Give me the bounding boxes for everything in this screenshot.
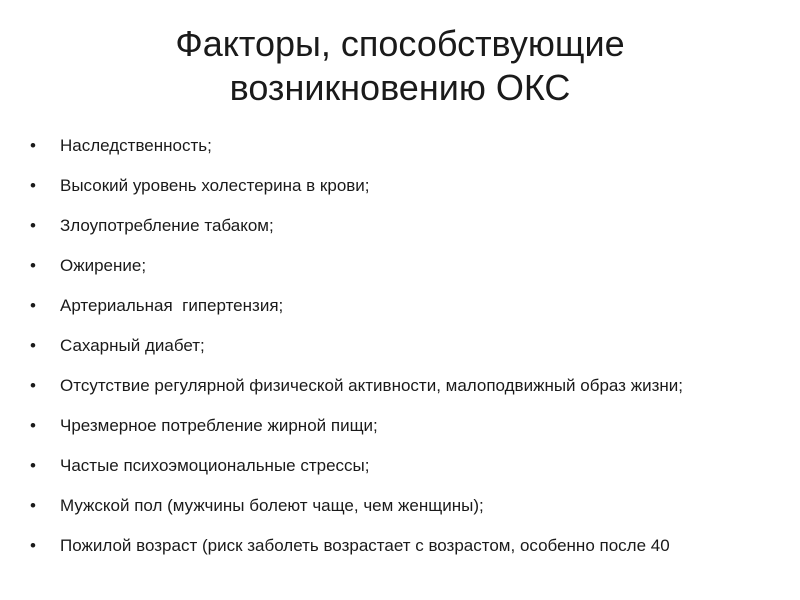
bullet-text: Пожилой возраст (риск заболеть возрастает с возрастом, особенно после 40 bbox=[60, 536, 670, 555]
bullet-item-obesity bbox=[30, 256, 790, 276]
bullet-text: Артериальная гипертензия; bbox=[60, 296, 284, 315]
bullet-text: Мужской пол (мужчины болеют чаще, чем женщины); bbox=[60, 496, 484, 515]
bullet-dot-icon: • bbox=[30, 416, 36, 435]
bullet-item-cholesterol bbox=[30, 176, 790, 196]
bullet-item-tobacco bbox=[30, 216, 790, 236]
bullet-dot-icon: • bbox=[30, 176, 36, 195]
bullet-item-inactivity bbox=[30, 369, 780, 403]
bullet-dot-icon: • bbox=[30, 296, 36, 315]
bullet-text: Частые психоэмоциональные стрессы; bbox=[60, 456, 370, 475]
bullet-item-male-sex bbox=[30, 496, 790, 516]
bullet-list bbox=[30, 136, 790, 576]
bullet-item-heredity bbox=[30, 136, 790, 156]
bullet-text: Высокий уровень холестерина в крови; bbox=[60, 176, 370, 195]
bullet-item-age bbox=[30, 536, 790, 556]
slide-title-line-1: Факторы, способствующие bbox=[175, 23, 625, 64]
bullet-text: Наследственность; bbox=[60, 136, 212, 155]
bullet-dot-icon: • bbox=[30, 536, 36, 555]
slide-title bbox=[0, 22, 800, 110]
bullet-text: Отсутствие регулярной физической активности, малоподвижный образ жизни; bbox=[60, 376, 683, 395]
bullet-dot-icon: • bbox=[30, 216, 36, 235]
bullet-text: Ожирение; bbox=[60, 256, 147, 275]
bullet-dot-icon: • bbox=[30, 376, 36, 395]
bullet-item-stress bbox=[30, 456, 790, 476]
bullet-text: Сахарный диабет; bbox=[60, 336, 205, 355]
bullet-item-diabetes bbox=[30, 336, 790, 356]
slide-title-line-2: возникновению ОКС bbox=[229, 67, 571, 108]
bullet-dot-icon: • bbox=[30, 136, 36, 155]
bullet-dot-icon: • bbox=[30, 256, 36, 275]
bullet-dot-icon: • bbox=[30, 456, 36, 475]
bullet-text: Злоупотребление табаком; bbox=[60, 216, 274, 235]
bullet-text: Чрезмерное потребление жирной пищи; bbox=[60, 416, 378, 435]
bullet-item-hypertension bbox=[30, 296, 790, 316]
bullet-item-fatty-food bbox=[30, 416, 790, 436]
bullet-dot-icon: • bbox=[30, 336, 36, 355]
bullet-dot-icon: • bbox=[30, 496, 36, 515]
